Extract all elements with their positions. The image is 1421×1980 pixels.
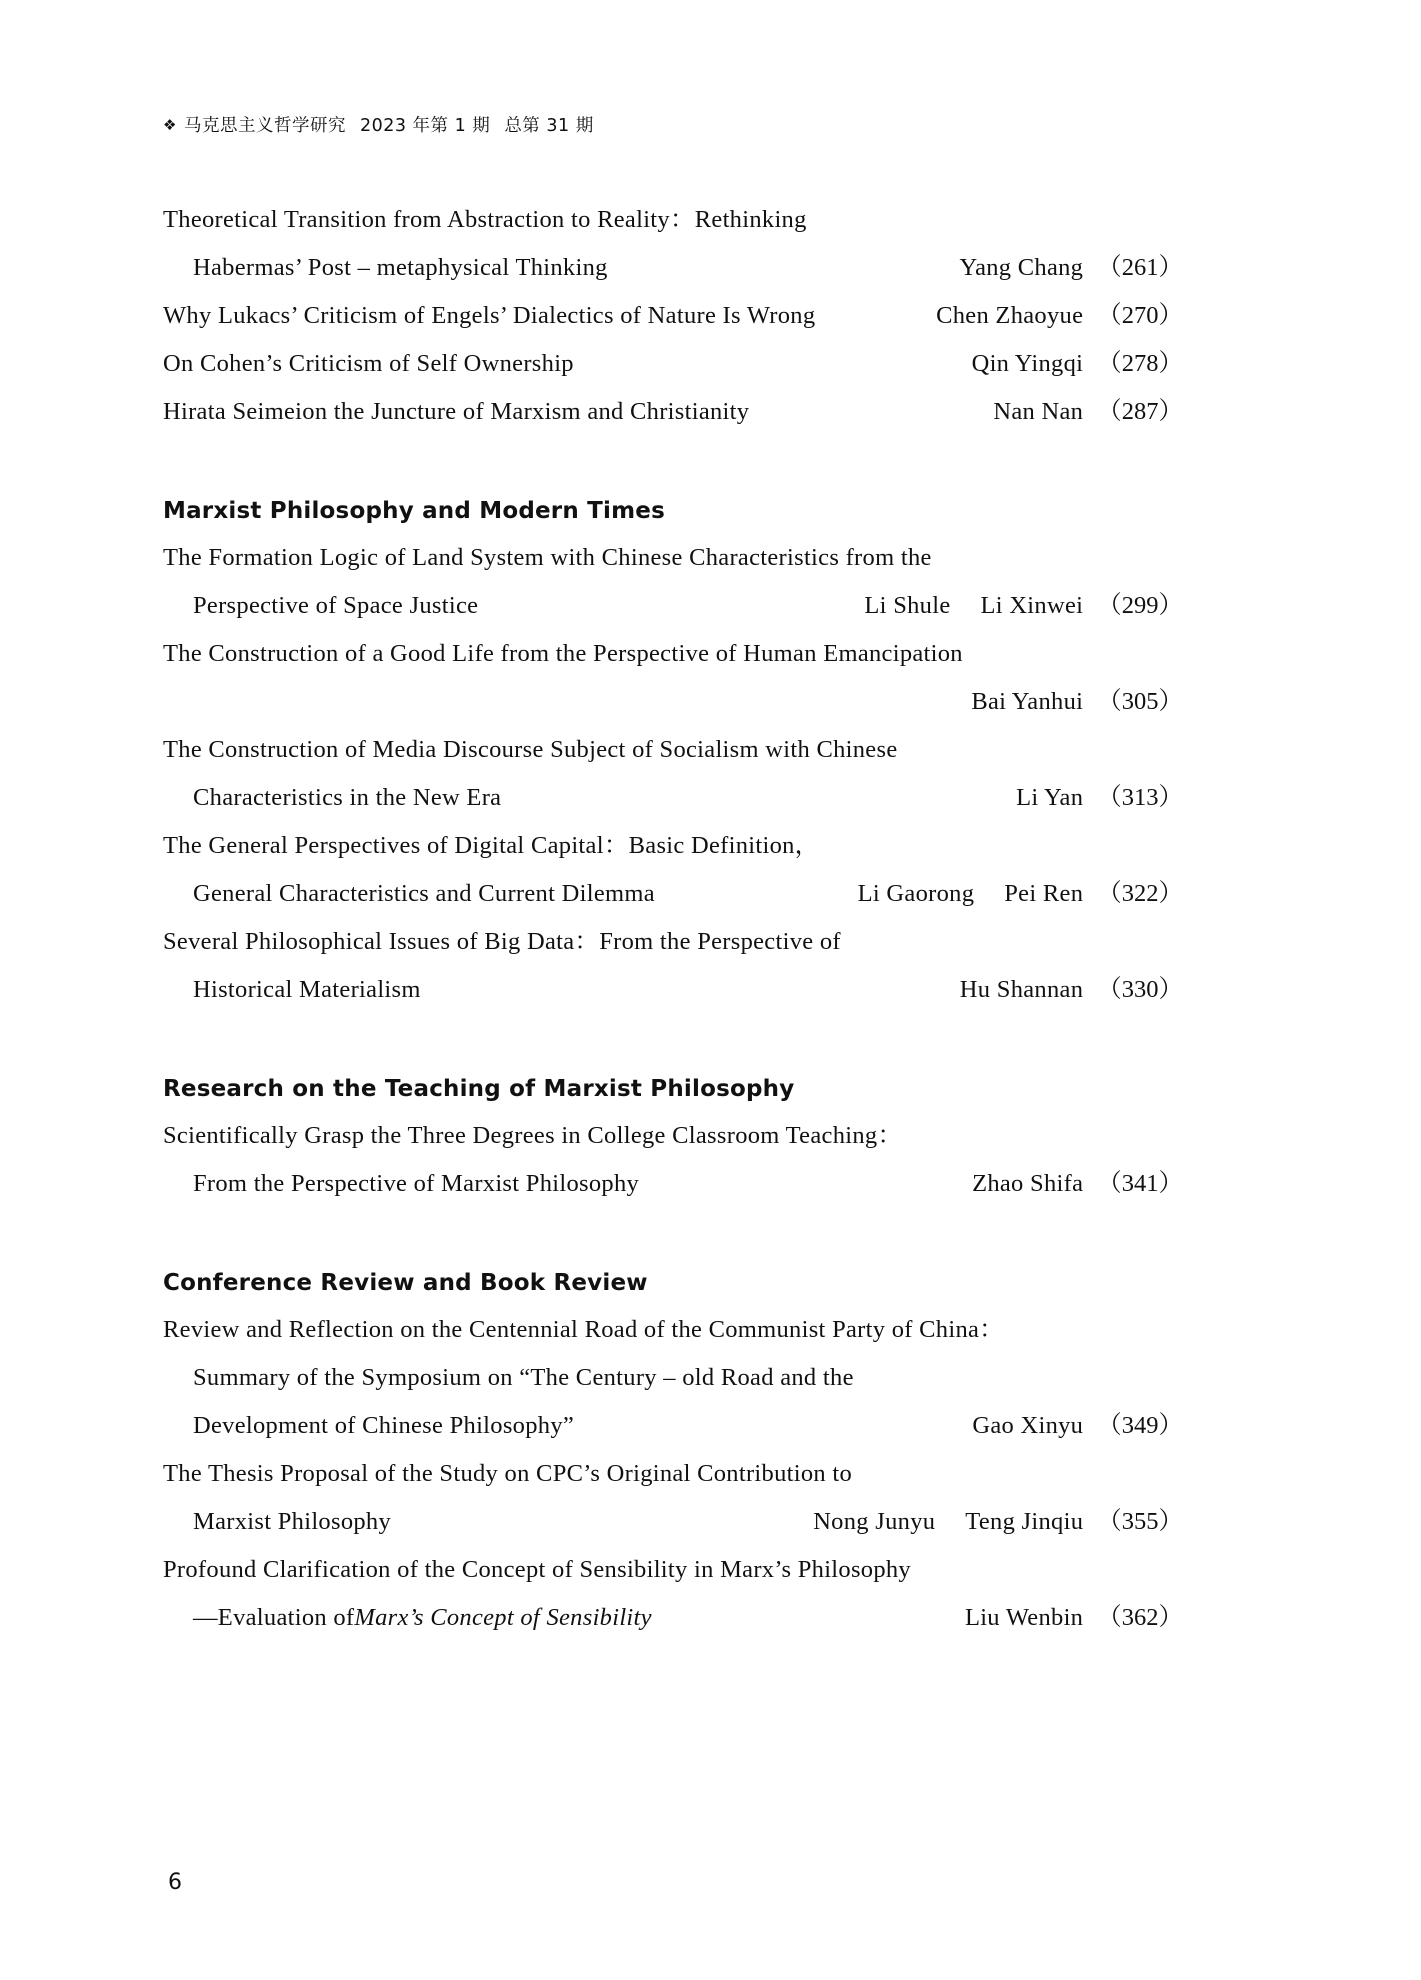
toc-entry-title: Review and Reflection on the Centennial Road of the Communist Party of China： — [163, 1316, 1004, 1343]
toc-entry-tail — [936, 292, 1183, 340]
running-head-journal: 马克思主义哲学研究 — [183, 116, 346, 136]
toc-entry-author: Bai Yanhui — [971, 688, 1084, 715]
toc-entry-tail — [965, 1594, 1183, 1642]
toc-entry-tail — [972, 1402, 1183, 1450]
toc-entry-author: Li Yan — [1016, 784, 1084, 811]
toc-entry-line — [163, 1354, 1183, 1402]
toc-entry-title: The Thesis Proposal of the Study on CPC’s Original Contribution to — [163, 1460, 853, 1487]
running-head-issue: 2023 年第 1 期 — [359, 116, 491, 136]
section-heading: Conference Review and Book Review — [163, 1270, 648, 1296]
toc-entry-title: Scientifically Grasp the Three Degrees in College Classroom Teaching： — [163, 1122, 903, 1149]
toc-entry-author: Gao Xinyu — [972, 1412, 1084, 1439]
toc-content — [163, 196, 1183, 1642]
toc-entry-tail — [864, 582, 1183, 630]
toc-entry-line — [163, 582, 1183, 630]
toc-entry-title: Development of Chinese Philosophy” — [193, 1412, 575, 1439]
toc-entry-line — [163, 1546, 1183, 1594]
toc-entry-tail — [972, 1160, 1183, 1208]
toc-entry[interactable] — [163, 1306, 1183, 1450]
toc-entry-title: Several Philosophical Issues of Big Data：From the Perspective of — [163, 928, 841, 955]
toc-entry-tail — [960, 244, 1183, 292]
toc-entry-line — [163, 340, 1183, 388]
spacer — [163, 436, 1183, 498]
section-heading: Marxist Philosophy and Modern Times — [163, 498, 665, 524]
toc-entry-author: Qin Yingqi — [971, 350, 1084, 377]
toc-entry-page: （355） — [1097, 1508, 1183, 1535]
toc-entry-line — [163, 1450, 1183, 1498]
spacer — [163, 524, 1183, 534]
page-number: 6 — [168, 1870, 182, 1895]
toc-entry[interactable] — [163, 1450, 1183, 1546]
toc-entry-line — [163, 1306, 1183, 1354]
toc-entry[interactable] — [163, 1112, 1183, 1208]
toc-entry[interactable] — [163, 726, 1183, 822]
toc-entry-line — [163, 870, 1183, 918]
toc-entry-title: Perspective of Space Justice — [193, 592, 479, 619]
running-head — [163, 112, 594, 137]
toc-entry-author: Hu Shannan — [959, 976, 1084, 1003]
toc-entry-title: The Construction of Media Discourse Subject of Socialism with Chinese — [163, 736, 898, 763]
toc-entry-line — [163, 966, 1183, 1014]
toc-entry[interactable] — [163, 292, 1183, 340]
toc-entry-page: （349） — [1097, 1412, 1183, 1439]
toc-entry-page: （287） — [1097, 398, 1183, 425]
toc-entry-page: （330） — [1097, 976, 1183, 1003]
toc-entry-title: Hirata Seimeion the Juncture of Marxism and Christianity — [163, 398, 750, 425]
toc-entry-tail — [1016, 774, 1183, 822]
toc-entry-title: The Formation Logic of Land System with Chinese Characteristics from the — [163, 544, 932, 571]
toc-entry[interactable] — [163, 918, 1183, 1014]
toc-entry-tail — [971, 678, 1183, 726]
toc-entry[interactable] — [163, 340, 1183, 388]
toc-entry-line — [163, 244, 1183, 292]
toc-entry-line — [163, 1498, 1183, 1546]
toc-entry[interactable] — [163, 630, 1183, 726]
toc-entry-line — [163, 534, 1183, 582]
toc-entry-title: The Construction of a Good Life from the Perspective of Human Emancipation — [163, 640, 963, 667]
toc-entry-line — [163, 630, 1183, 678]
diamond-icon: ❖ — [163, 116, 177, 134]
toc-entry[interactable] — [163, 1546, 1183, 1642]
toc-entry-tail — [813, 1498, 1183, 1546]
toc-entry-title: Characteristics in the New Era — [193, 784, 502, 811]
toc-entry-title: Why Lukacs’ Criticism of Engels’ Dialectics of Nature Is Wrong — [163, 302, 816, 329]
toc-entry-author: Li Shule — [864, 592, 951, 619]
toc-entry-line — [163, 292, 1183, 340]
toc-entry-line — [163, 388, 1183, 436]
toc-entry-title: Theoretical Transition from Abstraction to Reality：Rethinking — [163, 206, 807, 233]
toc-entry-title: The General Perspectives of Digital Capital：Basic Definition， — [163, 832, 820, 859]
toc-entry-title: On Cohen’s Criticism of Self Ownership — [163, 350, 574, 377]
toc-entry-title: Marxist Philosophy — [193, 1508, 392, 1535]
toc-entry-title: Summary of the Symposium on “The Century – old Road and the — [193, 1364, 854, 1391]
toc-entry-line — [163, 822, 1183, 870]
toc-entry-page: （305） — [1097, 688, 1183, 715]
toc-entry-tail — [960, 966, 1183, 1014]
toc-entry-page: （270） — [1097, 302, 1183, 329]
toc-entry-page: （278） — [1097, 350, 1183, 377]
toc-entry-tail — [858, 870, 1183, 918]
toc-entry-line — [163, 1402, 1183, 1450]
toc-entry-title: From the Perspective of Marxist Philosophy — [193, 1170, 640, 1197]
toc-entry-title: Historical Materialism — [193, 976, 421, 1003]
toc-entry-author: Pei Ren — [1004, 880, 1084, 907]
toc-entry-page: （261） — [1097, 254, 1183, 281]
toc-entry-page: （322） — [1097, 880, 1183, 907]
spacer — [163, 1014, 1183, 1076]
toc-entry[interactable] — [163, 388, 1183, 436]
toc-entry-page: （299） — [1097, 592, 1183, 619]
toc-entry-author: Zhao Shifa — [972, 1170, 1084, 1197]
spacer — [163, 1102, 1183, 1112]
toc-entry-author: Teng Jinqiu — [965, 1508, 1084, 1535]
running-head-serial: 总第 31 期 — [504, 116, 594, 136]
toc-entry[interactable] — [163, 534, 1183, 630]
toc-entry-author: Nan Nan — [993, 398, 1084, 425]
toc-entry-page: （341） — [1097, 1170, 1183, 1197]
toc-entry-line — [163, 678, 1183, 726]
toc-entry-line — [163, 726, 1183, 774]
toc-entry-title-italic: Marx’s Concept of Sensibility — [354, 1604, 652, 1631]
toc-entry-title: Profound Clarification of the Concept of Sensibility in Marx’s Philosophy — [163, 1556, 911, 1583]
toc-entry-author: Li Gaorong — [857, 880, 975, 907]
toc-entry-line — [163, 918, 1183, 966]
toc-entry-author: Chen Zhaoyue — [936, 302, 1084, 329]
toc-entry-author: Yang Chang — [959, 254, 1084, 281]
toc-entry-line — [163, 774, 1183, 822]
toc-entry[interactable] — [163, 196, 1183, 292]
toc-entry-line — [163, 1594, 1183, 1642]
toc-entry-title: —Evaluation of — [193, 1604, 355, 1631]
toc-entry-author: Nong Junyu — [813, 1508, 936, 1535]
toc-entry-line — [163, 1160, 1183, 1208]
spacer — [163, 1208, 1183, 1270]
toc-entry[interactable] — [163, 822, 1183, 918]
toc-entry-page: （313） — [1097, 784, 1183, 811]
toc-entry-author: Li Xinwei — [980, 592, 1084, 619]
toc-entry-tail — [972, 340, 1183, 388]
toc-entry-line — [163, 196, 1183, 244]
spacer — [163, 1296, 1183, 1306]
toc-entry-title: General Characteristics and Current Dilemma — [193, 880, 655, 907]
toc-entry-line — [163, 1112, 1183, 1160]
toc-entry-title: Habermas’ Post – metaphysical Thinking — [193, 254, 608, 281]
section-heading: Research on the Teaching of Marxist Philosophy — [163, 1076, 795, 1102]
toc-entry-author: Liu Wenbin — [964, 1604, 1084, 1631]
toc-entry-tail — [993, 388, 1183, 436]
toc-entry-page: （362） — [1097, 1604, 1183, 1631]
